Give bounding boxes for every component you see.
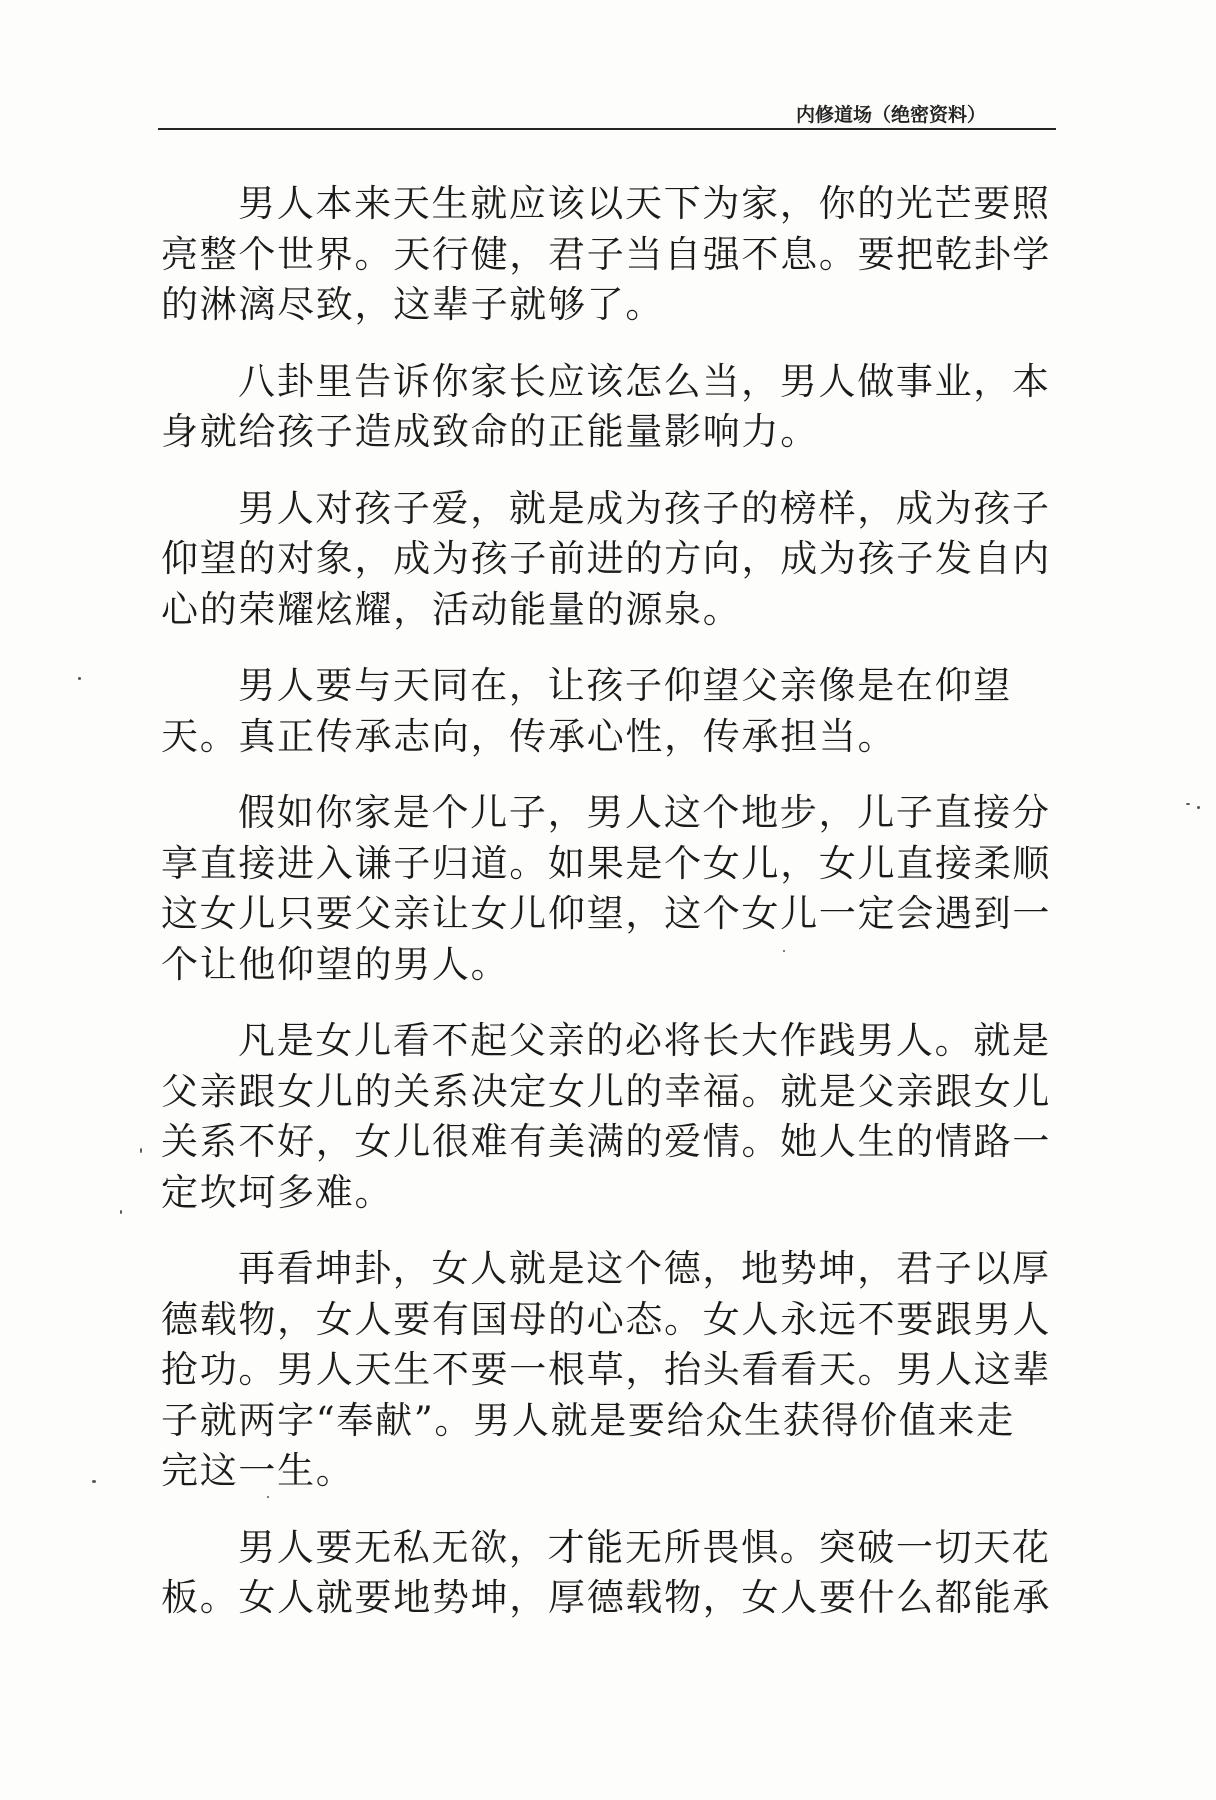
page-body	[161, 179, 1056, 1650]
scan-speck	[120, 1210, 122, 1214]
scan-speck	[267, 1496, 269, 1498]
paragraph-line: 关系不好，女儿很难有美满的爱情。她人生的情路一	[161, 1120, 1052, 1163]
paragraph	[161, 1244, 1056, 1497]
paragraph-line: 抢功。男人天生不要一根草，抬头看看天。男人这辈	[161, 1348, 1052, 1391]
scan-speck	[1197, 806, 1200, 809]
paragraph-line: 男人本来天生就应该以天下为家，你的光芒要照	[238, 182, 1051, 225]
paragraph-line: 定坎坷多难。	[161, 1170, 394, 1214]
paragraph-line: 子就两字“奉献”。男人就是要给众生获得价值来走	[161, 1398, 1015, 1442]
running-header: 内修道场（绝密资料）	[796, 104, 987, 126]
paragraph-line: 凡是女儿看不起父亲的必将长大作践男人。就是	[238, 1019, 1051, 1062]
paragraph-line: 天。真正传承志向，传承心性，传承担当。	[161, 714, 897, 758]
scan-speck	[78, 677, 81, 680]
paragraph-line: 个让他仰望的男人。	[161, 942, 510, 986]
paragraph-line: 男人对孩子爱，就是成为孩子的榜样，成为孩子	[238, 486, 1051, 530]
paragraph-line: 父亲跟女儿的关系决定女儿的幸福。就是父亲跟女儿	[161, 1069, 1052, 1113]
header-rule	[158, 128, 1056, 130]
paragraph-line: 男人要与天同在，让孩子仰望父亲像是在仰望	[238, 664, 1012, 707]
paragraph-line: 八卦里告诉你家长应该怎么当，男人做事业，本	[238, 359, 1051, 403]
paragraph	[161, 484, 1056, 636]
paragraph-line: 男人要无私无欲，才能无所畏惧。突破一切天花	[238, 1525, 1051, 1569]
scan-speck	[92, 1480, 96, 1483]
scan-speck	[783, 950, 785, 952]
scan-speck	[140, 1148, 142, 1153]
paragraph	[161, 1016, 1056, 1218]
paragraph-line: 这女儿只要父亲让女儿仰望，这个女儿一定会遇到一	[161, 892, 1052, 935]
paragraph-line: 仰望的对象，成为孩子前进的方向，成为孩子发自内	[161, 537, 1052, 580]
paragraph-line: 假如你家是个儿子，男人这个地步，儿子直接分	[238, 791, 1051, 834]
paragraph-line: 心的荣耀炫耀，活动能量的源泉。	[161, 587, 742, 631]
paragraph	[161, 661, 1056, 762]
paragraph-line: 再看坤卦，女人就是这个德，地势坤，君子以厚	[238, 1247, 1051, 1290]
paragraph-line: 身就给孩子造成致命的正能量影响力。	[161, 410, 819, 453]
paragraph-line: 板。女人就要地势坤，厚德载物，女人要什么都能承	[161, 1576, 1052, 1619]
scan-speck	[1186, 803, 1190, 805]
paragraph	[161, 788, 1056, 990]
paragraph-line: 享直接进入谦子归道。如果是个女儿，女儿直接柔顺	[161, 841, 1052, 885]
paragraph	[161, 1523, 1056, 1624]
paragraph-line: 德载物，女人要有国母的心态。女人永远不要跟男人	[161, 1297, 1052, 1341]
paragraph-line: 亮整个世界。天行健，君子当自强不息。要把乾卦学	[161, 232, 1052, 276]
paragraph	[161, 179, 1056, 331]
paragraph-line: 的淋漓尽致，这辈子就够了。	[161, 283, 665, 326]
paragraph	[161, 357, 1056, 458]
paragraph-line: 完这一生。	[161, 1449, 355, 1492]
